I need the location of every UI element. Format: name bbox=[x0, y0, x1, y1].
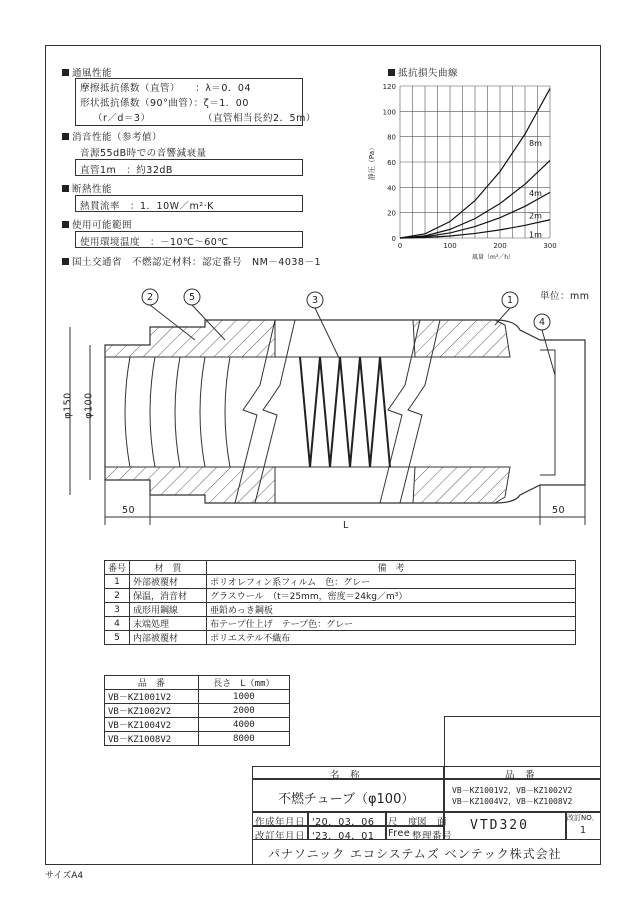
drawing-ref: VTD320 bbox=[470, 818, 529, 833]
cell: 末端処理 bbox=[130, 617, 207, 631]
table-row bbox=[105, 631, 576, 645]
name-label: 名 称 bbox=[330, 770, 361, 781]
table-row bbox=[105, 603, 576, 617]
rd-ratio: （r／d＝3） bbox=[93, 113, 151, 124]
series-label: 4m bbox=[529, 189, 542, 199]
col-length: 長さ L（mm） bbox=[198, 676, 289, 690]
products-header bbox=[105, 676, 290, 690]
dim-phi150: φ150 bbox=[62, 392, 74, 419]
dim-L: L bbox=[343, 520, 349, 531]
created-label: 作成年月日 bbox=[255, 817, 306, 828]
col-number: 番号 bbox=[105, 561, 130, 575]
callout-3: 3 bbox=[312, 295, 319, 306]
dim-phi100: φ100 bbox=[83, 392, 95, 419]
steel-wire-spring bbox=[300, 357, 390, 467]
sound-source: 音源55dB時での音響減衰量 bbox=[80, 148, 207, 159]
bullet-icon bbox=[62, 258, 69, 265]
cell: VB－KZ1002V2 bbox=[105, 704, 199, 718]
cell: 2 bbox=[105, 589, 130, 603]
bullet-icon bbox=[62, 221, 69, 228]
dim-right-50: 50 bbox=[552, 505, 566, 516]
cell: 外部被覆材 bbox=[130, 575, 207, 589]
outer-wall-top-left bbox=[105, 320, 275, 357]
callout-5: 5 bbox=[189, 292, 196, 303]
shape-coefficient: 形状抵抗係数（90°曲管）：ζ＝1．00 bbox=[80, 98, 249, 109]
thermal-value: 熱貫流率 ：1．10W／m²·K bbox=[80, 201, 214, 212]
y-tick-label: 20 bbox=[387, 209, 396, 218]
thermal-heading: 断熱性能 bbox=[62, 181, 112, 195]
usage-value: 使用環境温度 ：－10℃～60℃ bbox=[80, 237, 229, 248]
series-label: 2m bbox=[529, 211, 542, 221]
series-label: 8m bbox=[529, 139, 542, 149]
number-label: 品 番 bbox=[505, 770, 536, 781]
product-numbers-1: VB－KZ1001V2，VB－KZ1002V2 bbox=[452, 786, 573, 795]
dim-left-50: 50 bbox=[122, 505, 136, 516]
company-name: パナソニック エコシステムズ ベンテック株式会社 bbox=[268, 847, 562, 861]
products-table bbox=[104, 675, 290, 746]
outer-wall-top-right bbox=[413, 320, 510, 357]
unit-label: 単位：mm bbox=[540, 291, 590, 302]
chart-title: 抵抗損失曲線 bbox=[388, 65, 458, 79]
created-date: '20．03．06 bbox=[312, 817, 375, 828]
outer-wall-bottom-left bbox=[105, 467, 275, 503]
outer-wall-bottom-right bbox=[413, 467, 510, 503]
friction-coefficient: 摩擦抵抗係数（直管） ：λ＝0．04 bbox=[80, 83, 252, 94]
table-row bbox=[105, 704, 290, 718]
resistance-chart bbox=[360, 78, 580, 260]
cell: VB－KZ1001V2 bbox=[105, 690, 199, 704]
materials-header bbox=[105, 561, 576, 575]
cell: VB－KZ1008V2 bbox=[105, 732, 199, 746]
scale-label: 尺 度 bbox=[388, 817, 419, 828]
title-block-upper bbox=[444, 716, 601, 766]
cell: ポリエステル不織布 bbox=[207, 631, 576, 645]
cell: VB－KZ1004V2 bbox=[105, 718, 199, 732]
cell: グラスウール （t＝25mm，密度＝24kg／m³） bbox=[207, 589, 576, 603]
revised-date: '23．04．01 bbox=[312, 831, 375, 842]
x-axis-label: 風量（m³／h） bbox=[471, 254, 515, 260]
cell: 保温，消音材 bbox=[130, 589, 207, 603]
cell: 5 bbox=[105, 631, 130, 645]
col-remarks: 備 考 bbox=[207, 561, 576, 575]
break-line-right-2 bbox=[380, 320, 420, 503]
bullet-icon bbox=[62, 69, 69, 76]
x-tick-label: 100 bbox=[443, 242, 457, 250]
y-tick-label: 80 bbox=[387, 133, 396, 142]
ventilation-heading: 通風性能 bbox=[62, 65, 112, 79]
certification: 国土交通省 不燃認定材料：認定番号 NM－4038－1 bbox=[62, 254, 321, 268]
cell: ポリオレフィン系フィルム 色：グレー bbox=[207, 575, 576, 589]
y-tick-label: 60 bbox=[387, 159, 396, 167]
col-material: 材 質 bbox=[130, 561, 207, 575]
table-row bbox=[105, 690, 290, 704]
inner-cover-lines bbox=[125, 357, 230, 467]
usage-heading: 使用可能範囲 bbox=[62, 217, 132, 231]
sound-value: 直管1m ：約32dB bbox=[80, 165, 173, 176]
y-axis-label: 静圧（Pa） bbox=[368, 143, 376, 181]
col-product: 品 番 bbox=[105, 676, 199, 690]
table-row bbox=[105, 589, 576, 603]
callout-2: 2 bbox=[147, 292, 154, 303]
product-numbers-2: VB－KZ1004V2，VB－KZ1008V2 bbox=[452, 797, 573, 806]
cell: 4 bbox=[105, 617, 130, 631]
y-tick-label: 120 bbox=[382, 83, 396, 91]
bullet-icon bbox=[388, 69, 395, 76]
drawing-label: 図 面 bbox=[417, 817, 448, 828]
table-row bbox=[105, 575, 576, 589]
series-label: 1m bbox=[529, 230, 542, 240]
callout-4: 4 bbox=[539, 317, 546, 328]
cell: 亜鉛めっき鋼板 bbox=[207, 603, 576, 617]
table-row bbox=[105, 617, 576, 631]
cell: 2000 bbox=[198, 704, 289, 718]
revised-label: 改訂年月日 bbox=[255, 831, 306, 842]
cell: 3 bbox=[105, 603, 130, 617]
cell: 内部被覆材 bbox=[130, 631, 207, 645]
y-tick-label: 100 bbox=[382, 108, 396, 117]
bullet-icon bbox=[62, 133, 69, 140]
revno-label: 改訂NO． bbox=[567, 814, 599, 822]
y-tick-label: 40 bbox=[387, 184, 396, 193]
cell: 成形用鋼線 bbox=[130, 603, 207, 617]
revno-value: 1 bbox=[580, 825, 587, 836]
ref-label: 整理番号 bbox=[412, 831, 453, 842]
cell: 1000 bbox=[198, 690, 289, 704]
x-tick-label: 0 bbox=[397, 242, 403, 250]
cell: 4000 bbox=[198, 718, 289, 732]
cell: 布テープ仕上げ テープ色：グレー bbox=[207, 617, 576, 631]
paper-size: サイズA4 bbox=[45, 871, 84, 881]
bullet-icon bbox=[62, 185, 69, 192]
cell: 8000 bbox=[198, 732, 289, 746]
table-row bbox=[105, 718, 290, 732]
y-tick-label: 0 bbox=[391, 235, 396, 243]
x-tick-label: 300 bbox=[543, 242, 557, 250]
equivalent-length: （直管相当長約2．5m） bbox=[203, 113, 316, 124]
callout-1: 1 bbox=[507, 295, 514, 306]
scale-value: Free bbox=[388, 828, 411, 839]
x-tick-label: 200 bbox=[493, 242, 507, 250]
table-row bbox=[105, 732, 290, 746]
sound-heading: 消音性能（参考値） bbox=[62, 129, 162, 143]
materials-table bbox=[104, 560, 576, 645]
product-name: 不燃チューブ（φ100） bbox=[278, 792, 415, 807]
cell: 1 bbox=[105, 575, 130, 589]
